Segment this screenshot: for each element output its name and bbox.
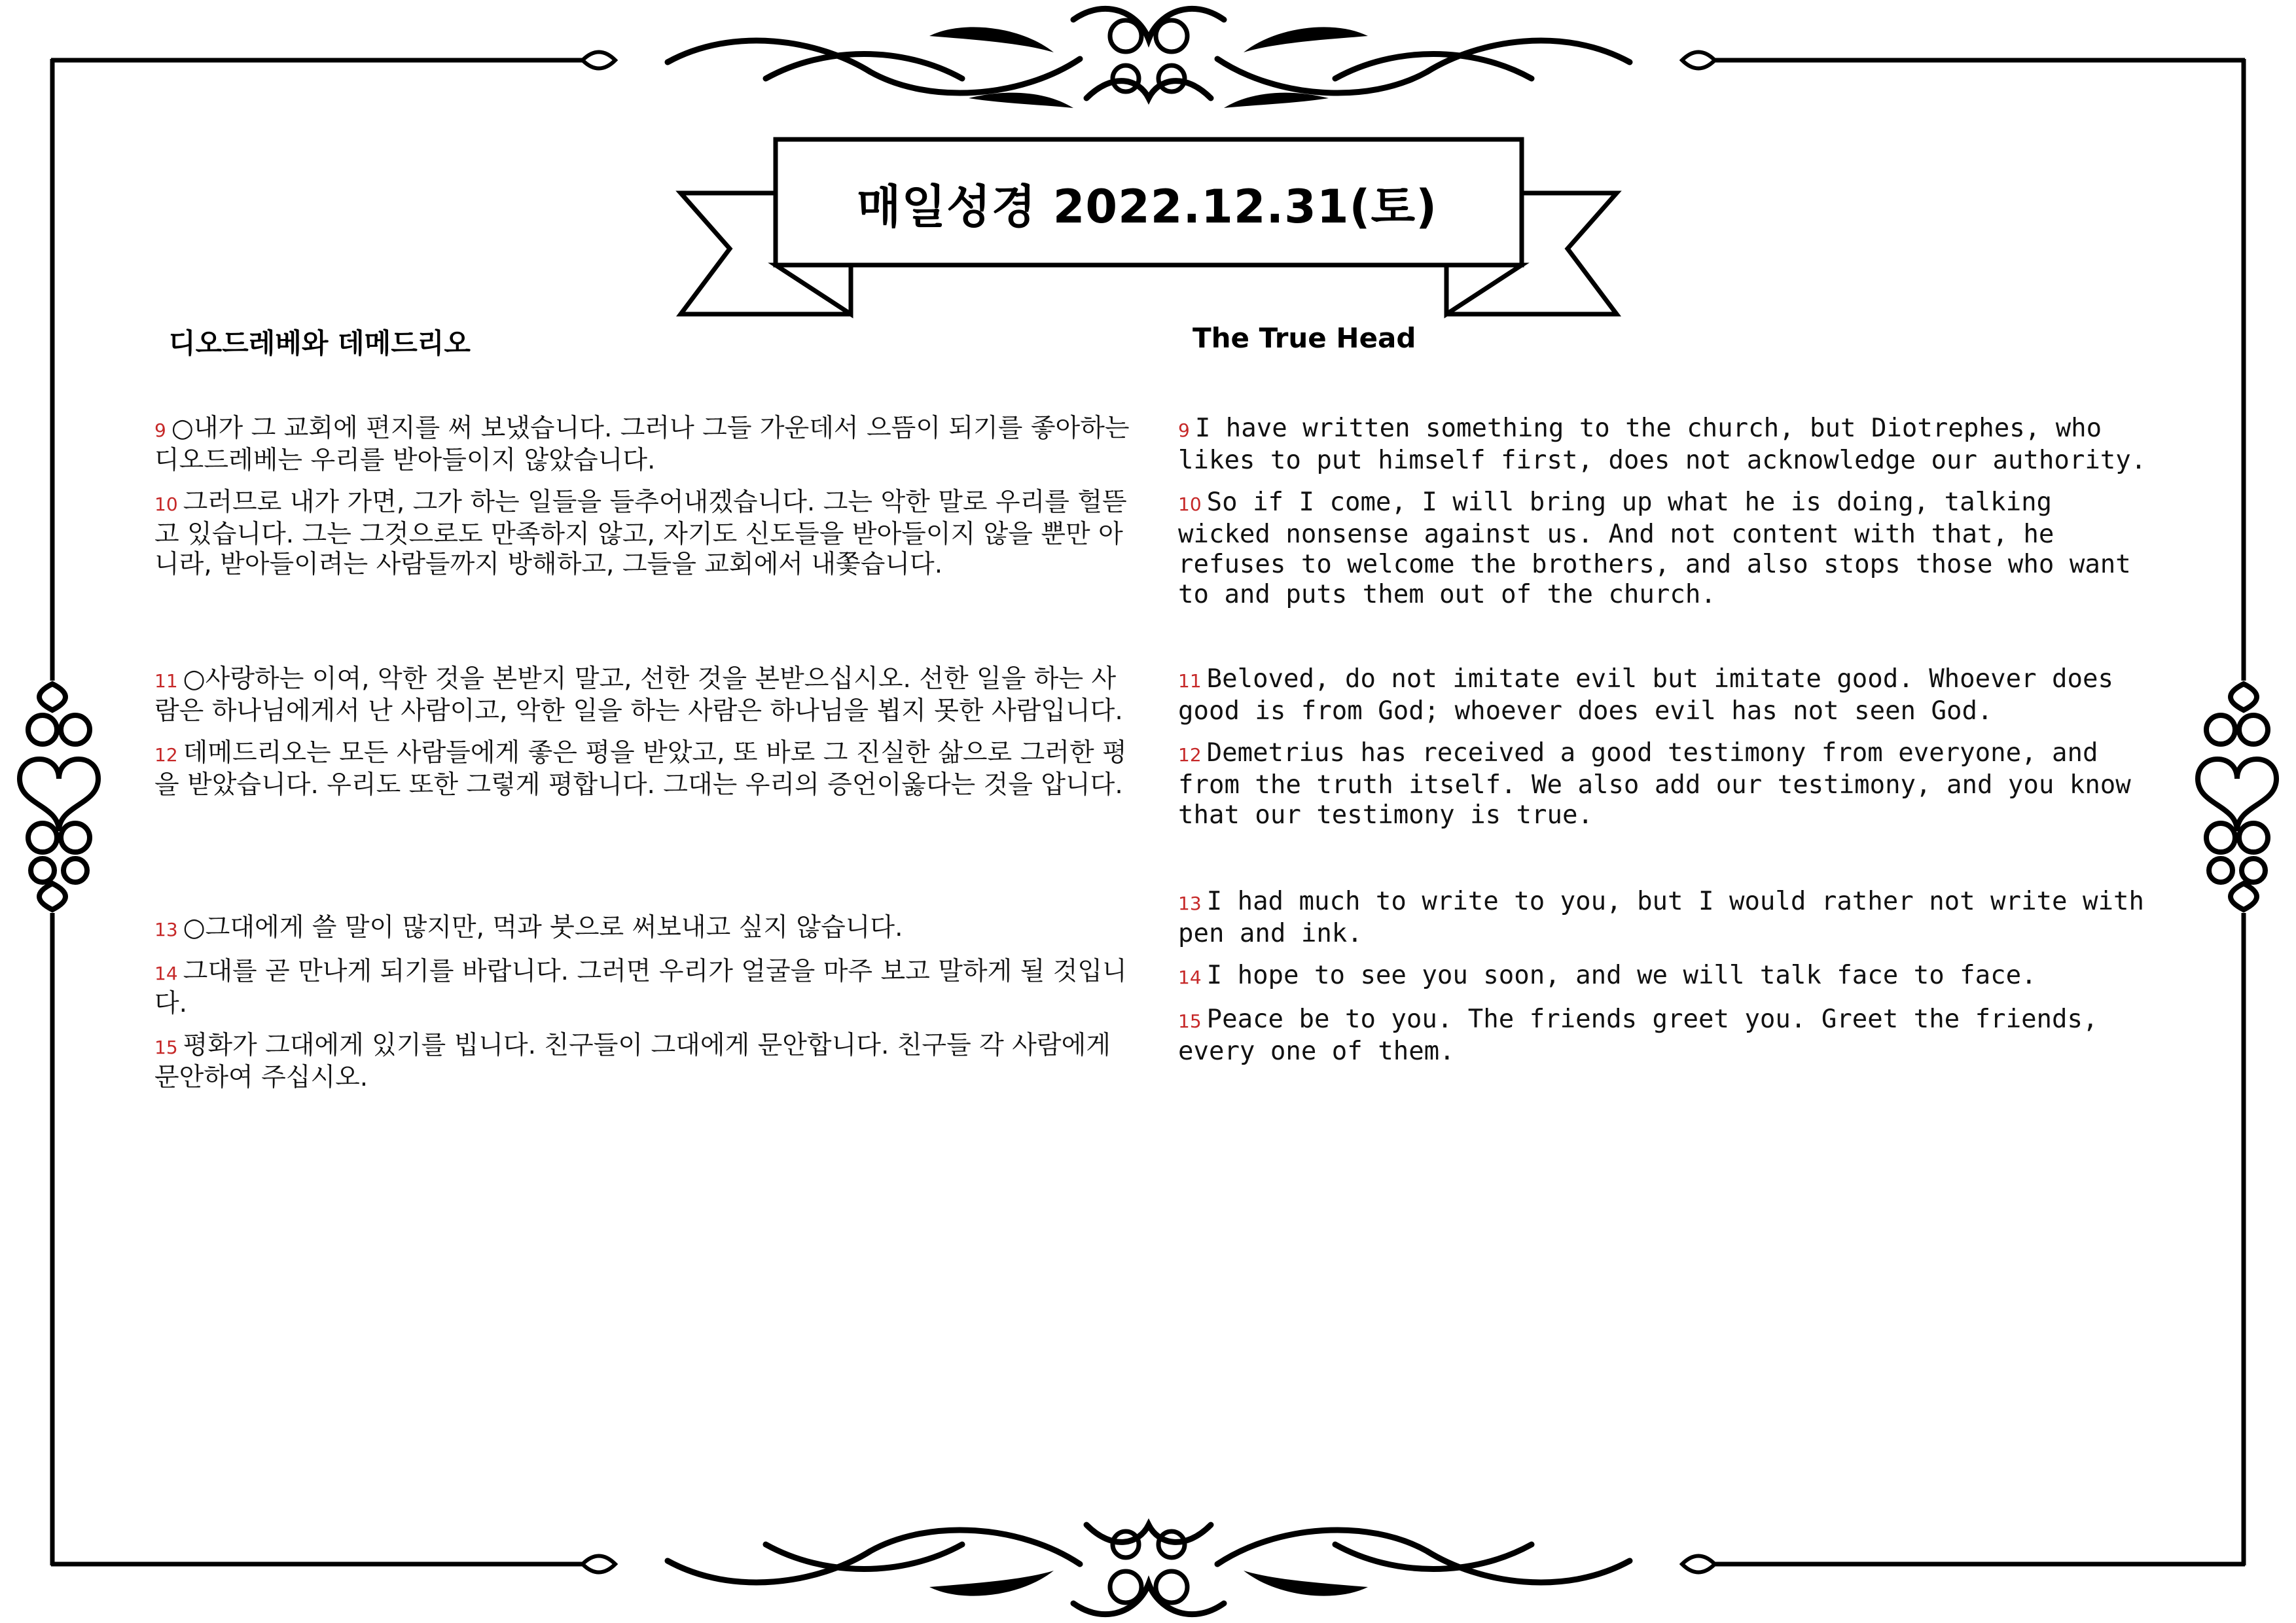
- verse-text: 그대를 곧 만나게 되기를 바랍니다. 그러면 우리가 얼굴을 마주 보고 말하게 될 것입니다.: [154, 957, 1127, 1018]
- korean-verse: [154, 1031, 1136, 1093]
- verse-number: 9: [154, 419, 166, 441]
- english-verse: [1178, 414, 2147, 476]
- verse-text: 그러므로 내가 가면, 그가 하는 일들을 들추어내겠습니다. 그는 악한 말로 우리를 헐뜯고 있습니다. 그는 그것으로도 만족하지 않고, 자기도 신도들을 받아들이지 않을 뿐만 아니라, 받아들이려는 사람들까지 방해하고, 그들을 교회에서 내쫓습니다.: [154, 488, 1127, 579]
- english-section-heading: The True Head: [1193, 322, 1416, 354]
- verse-number: 12: [1178, 744, 1202, 766]
- verse-number: 12: [154, 744, 178, 766]
- banner-title: 매일성경 2022.12.31(토): [856, 179, 1438, 234]
- korean-verse: [154, 414, 1136, 476]
- verse-number: 9: [1178, 419, 1190, 441]
- english-verse-group: [1178, 414, 2147, 622]
- korean-verse: [154, 488, 1136, 580]
- english-verse: [1178, 488, 2147, 610]
- verse-number: 11: [154, 670, 178, 692]
- verse-text: I had much to write to you, but I would rather not write with pen and ink.: [1178, 887, 2144, 948]
- korean-verse: [154, 913, 1136, 945]
- korean-verse: [154, 957, 1136, 1019]
- verse-text: ○사랑하는 이여, 악한 것을 본받지 말고, 선한 것을 본받으십시오. 선한 일을 하는 사람은 하나님에게서 난 사람이고, 악한 일을 하는 사람은 하나님을 뵙지 못한 사람입니다.: [154, 664, 1123, 726]
- verse-text: So if I come, I will bring up what he is doing, talking wicked nonsense against us. And not content with that, he refuses to welcome the brothers, and also stops those who want to and puts them out of the church.: [1178, 488, 2131, 609]
- top-flourish-ornament: [655, 0, 1643, 121]
- verse-number: 13: [1178, 893, 1202, 914]
- korean-verse: [154, 664, 1136, 726]
- bottom-flourish-ornament: [655, 1499, 1643, 1623]
- english-verse: [1178, 1005, 2147, 1067]
- verse-text: 데메드리오는 모든 사람들에게 좋은 평을 받았고, 또 바로 그 진실한 삶으로 그러한 평을 받았습니다. 우리도 또한 그렇게 평합니다. 그대는 우리의 증언이옳다는 것을 압니다.: [154, 738, 1127, 800]
- english-verse-group: [1178, 664, 2147, 842]
- korean-verse: [154, 738, 1136, 800]
- verse-text: I have written something to the church, but Diotrephes, who likes to put himself first, does not acknowledge our authority.: [1178, 414, 2147, 475]
- verse-text: ○그대에게 쓸 말이 많지만, 먹과 붓으로 써보내고 싶지 않습니다.: [183, 913, 903, 942]
- verse-number: 11: [1178, 670, 1202, 692]
- verse-text: ○내가 그 교회에 편지를 써 보냈습니다. 그러나 그들 가운데서 으뜸이 되기를 좋아하는 디오드레베는 우리를 받아들이지 않았습니다.: [154, 414, 1130, 475]
- verse-text: 평화가 그대에게 있기를 빕니다. 친구들이 그대에게 문안합니다. 친구들 각 사람에게 문안하여 주십시오.: [154, 1031, 1111, 1092]
- verse-number: 14: [1178, 967, 1202, 988]
- english-verse: [1178, 738, 2147, 830]
- english-verse: [1178, 664, 2147, 726]
- left-side-ornament: [13, 681, 105, 913]
- verse-text: Peace be to you. The friends greet you. Greet the friends, every one of them.: [1178, 1005, 2098, 1066]
- verse-number: 10: [154, 493, 178, 515]
- right-side-ornament: [2191, 681, 2283, 913]
- korean-verse-group: [154, 664, 1136, 812]
- english-verse: [1178, 887, 2147, 949]
- korean-section-heading: 디오드레베와 데메드리오: [169, 327, 471, 359]
- verse-number: 15: [1178, 1010, 1202, 1032]
- korean-verse-group: [154, 913, 1136, 1105]
- verse-number: 13: [154, 919, 178, 940]
- verse-text: I hope to see you soon, and we will talk face to face.: [1206, 961, 2037, 990]
- verse-number: 15: [154, 1037, 178, 1058]
- korean-verse-group: [154, 414, 1136, 592]
- verse-text: Beloved, do not imitate evil but imitate good. Whoever does good is from God; whoever does evil has not seen God.: [1178, 664, 2113, 726]
- english-verse: [1178, 961, 2147, 993]
- verse-text: Demetrius has received a good testimony from everyone, and from the truth itself. We also add our testimony, and you know that our testimony is true.: [1178, 738, 2131, 830]
- verse-number: 10: [1178, 493, 1202, 515]
- english-verse-group: [1178, 887, 2147, 1079]
- verse-number: 14: [154, 963, 178, 984]
